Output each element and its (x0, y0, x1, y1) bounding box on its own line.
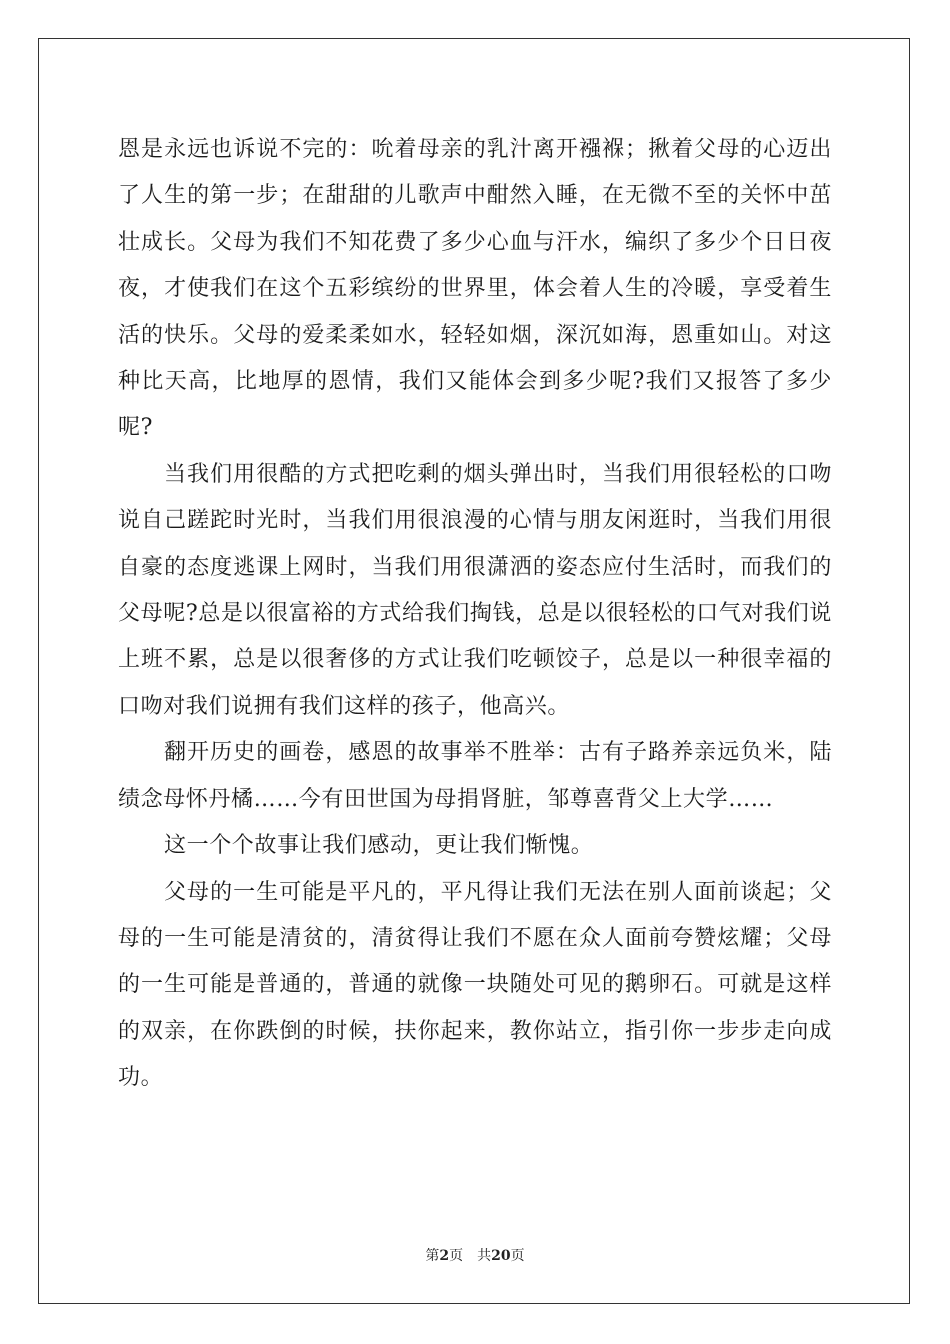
page-footer (0, 1245, 950, 1265)
total-label-suffix: 页 (510, 1248, 525, 1264)
document-body (118, 127, 832, 1102)
page-current: 2 (439, 1248, 450, 1264)
total-label-prefix: 共 (477, 1248, 492, 1264)
paragraph-3: 翻开历史的画卷，感恩的故事举不胜举：古有子路养亲远负米，陆绩念母怀丹橘……今有田世国为母捐肾脏，邹尊喜背父上大学…… (118, 740, 832, 812)
paragraph-5: 父母的一生可能是平凡的，平凡得让我们无法在别人面前谈起；父母的一生可能是清贫的，清贫得让我们不愿在众人面前夸赞炫耀；父母的一生可能是普通的，普通的就像一块随处可见的鹅卵石。可就是这样的双亲，在你跌倒的时候，扶你起来，教你站立，指引你一步步走向成功。 (118, 879, 832, 1091)
page-label-prefix: 第 (425, 1248, 440, 1264)
page-total: 20 (491, 1248, 511, 1264)
paragraph-1: 恩是永远也诉说不完的：吮着母亲的乳汁离开襁褓；揪着父母的心迈出了人生的第一步；在甜甜的儿歌声中酣然入睡，在无微不至的关怀中茁壮成长。父母为我们不知花费了多少心血与汗水，编织了多少个日日夜夜，才使我们在这个五彩缤纷的世界里，体会着人生的冷暖，享受着生活的快乐。父母的爱柔柔如水，轻轻如烟，深沉如海，恩重如山。对这种比天高，比地厚的恩情，我们又能体会到多少呢?我们又报答了多少呢? (118, 137, 832, 441)
page-label-suffix: 页 (449, 1248, 464, 1264)
paragraph-2: 当我们用很酷的方式把吃剩的烟头弹出时，当我们用很轻松的口吻说自己蹉跎时光时，当我们用很浪漫的心情与朋友闲逛时，当我们用很自豪的态度逃课上网时，当我们用很潇洒的姿态应付生活时，而我们的父母呢?总是以很富裕的方式给我们掏钱，总是以很轻松的口气对我们说上班不累，总是以很奢侈的方式让我们吃顿饺子，总是以一种很幸福的口吻对我们说拥有我们这样的孩子，他高兴。 (118, 461, 832, 719)
paragraph-4: 这一个个故事让我们感动，更让我们惭愧。 (164, 833, 594, 859)
